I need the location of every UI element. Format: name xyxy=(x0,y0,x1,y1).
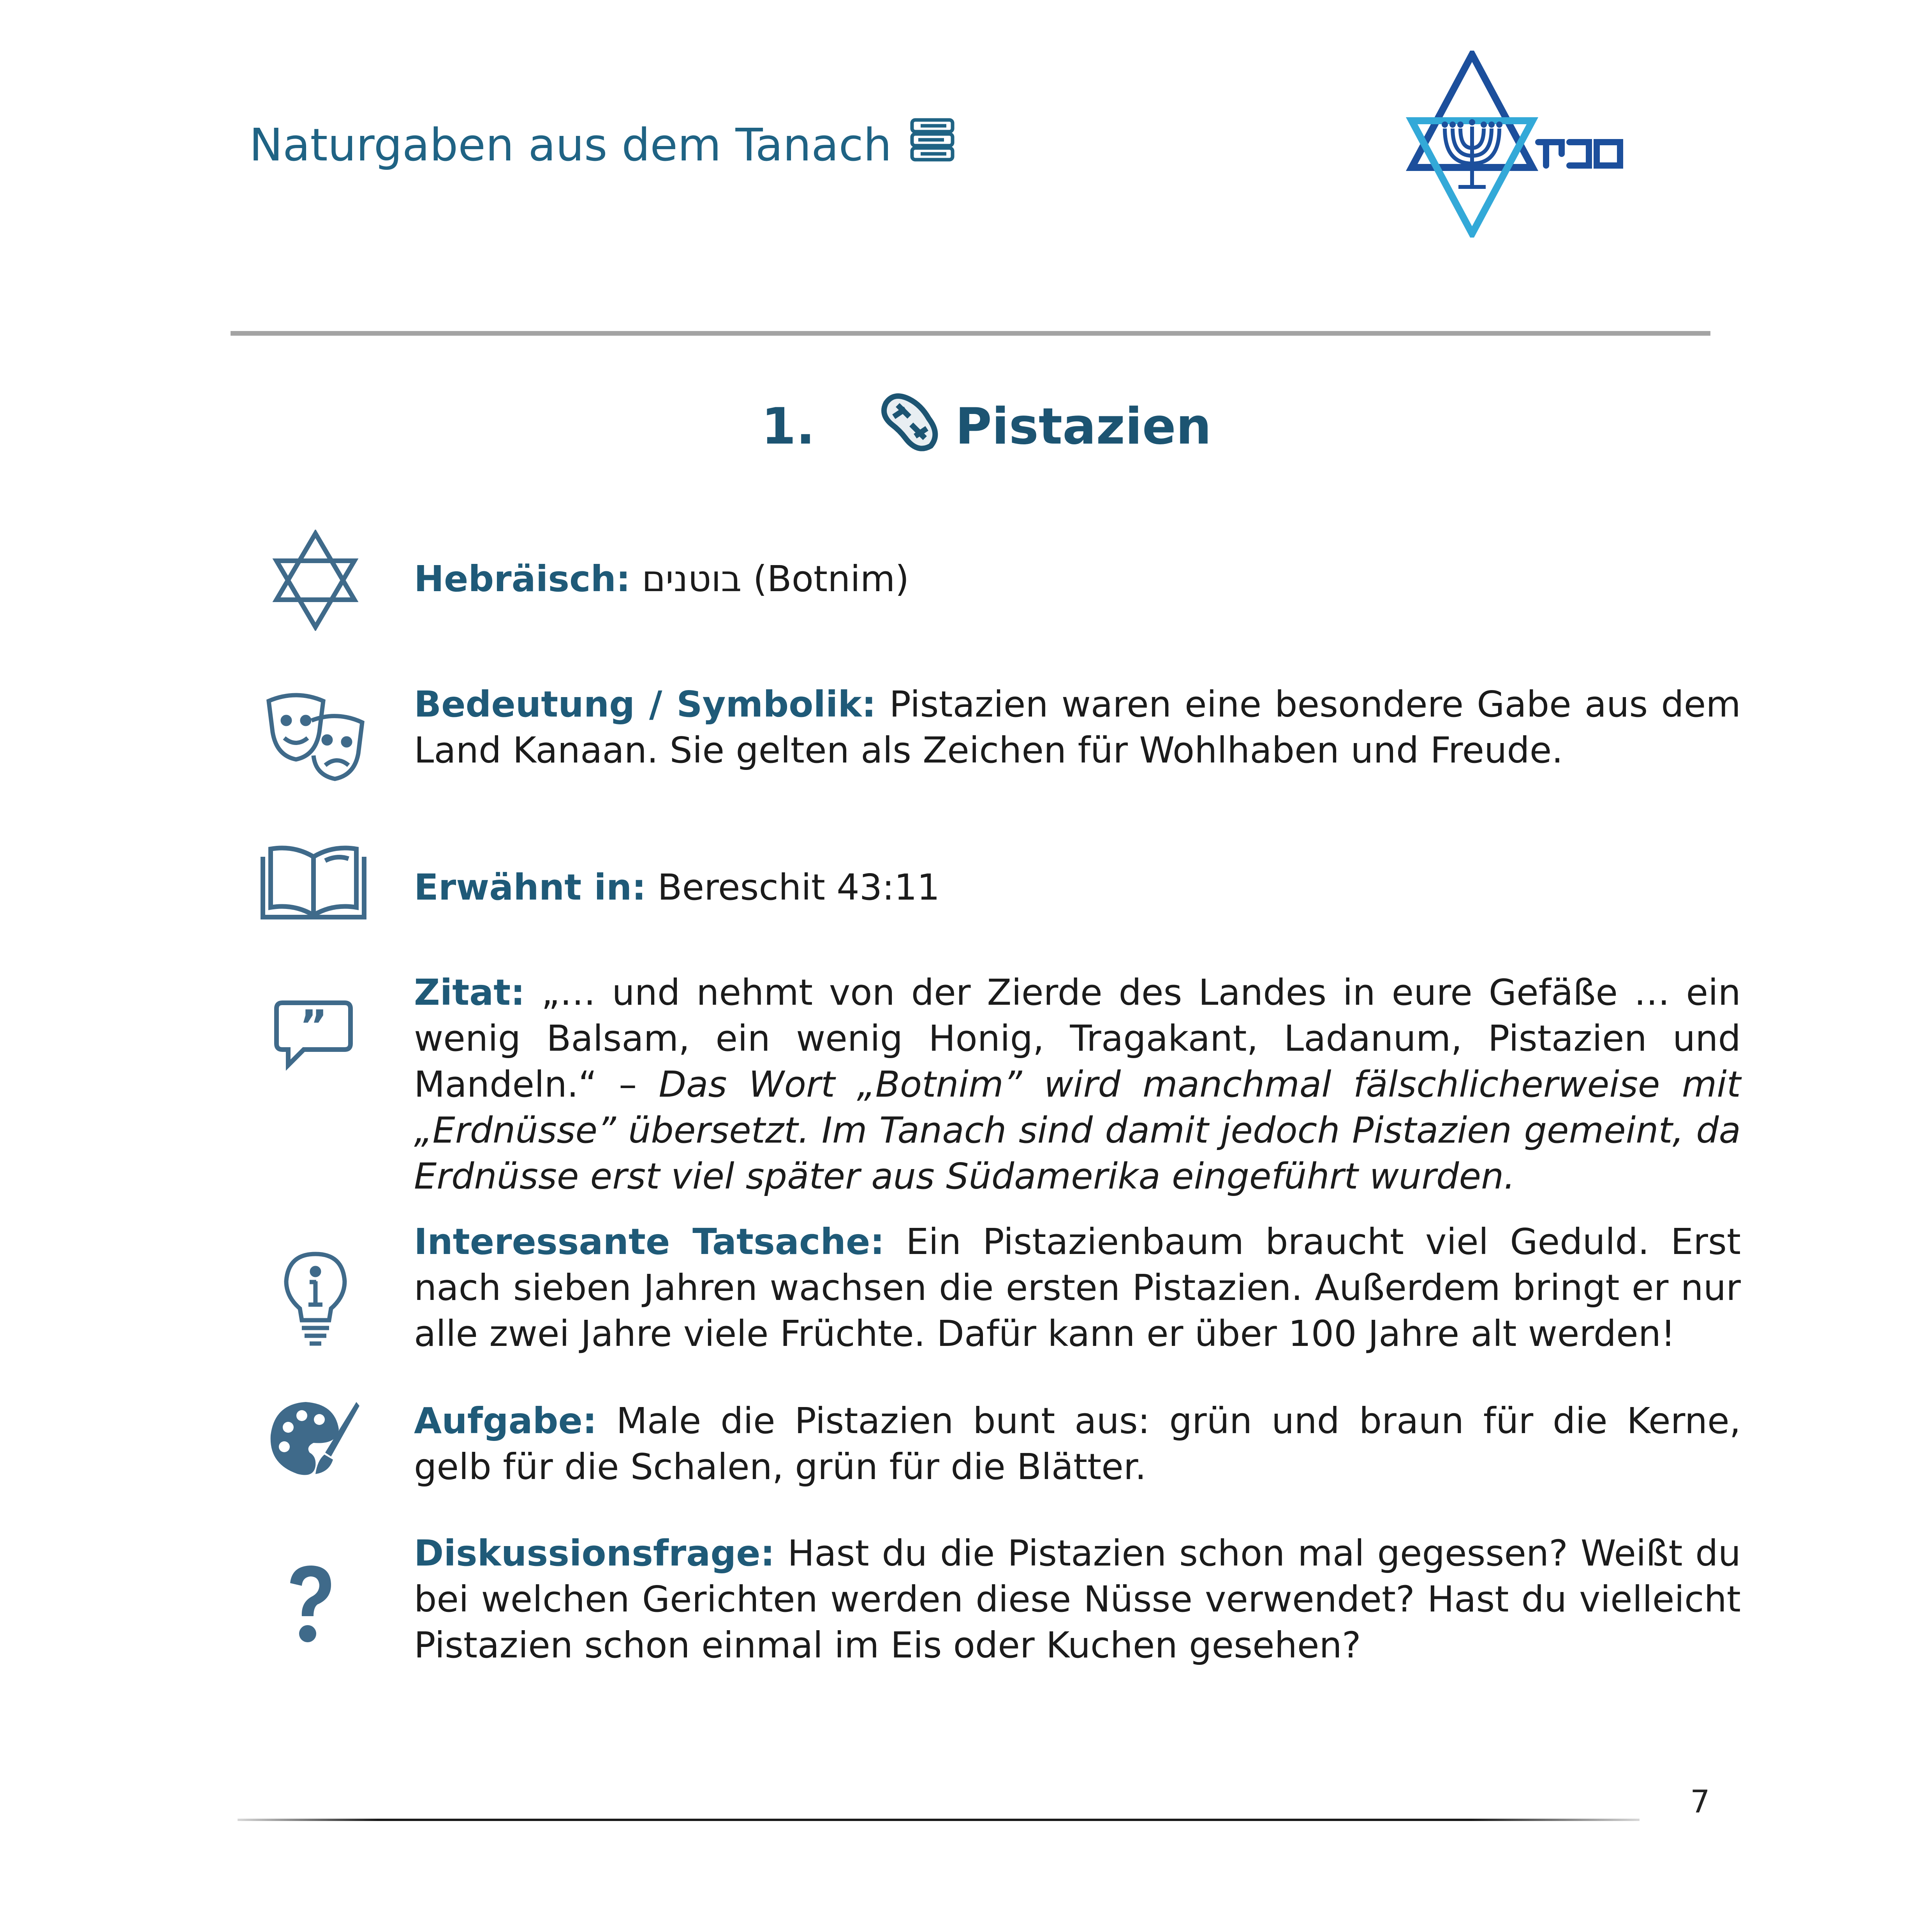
row-italic-note: Das Wort „Botnim” wird manchmal fälschlicherweise mit „Erdnüsse” übersetzt. Im Tanach sind damit jedoch Pistazien gemeint, da Erdnüsse erst viel später aus Südamerika eingeführt wurden. xyxy=(414,1064,1741,1197)
section-heading xyxy=(761,393,1212,460)
page-number: 7 xyxy=(1690,1784,1710,1820)
bottom-divider xyxy=(238,1819,1640,1821)
row-text: בוטנים (Botnim) xyxy=(630,558,909,600)
top-divider xyxy=(231,331,1710,336)
lightbulb-info-icon xyxy=(280,1250,350,1349)
row-text: Bereschit 43:11 xyxy=(646,866,940,908)
palette-brush-icon xyxy=(267,1398,360,1481)
row-text: Pistazien waren eine besondere Gabe aus dem Land Kanaan. Sie gelten als Zeichen für Wohlhaben und Freude. xyxy=(414,683,1741,771)
row-label: Diskussionsfrage: xyxy=(414,1532,775,1574)
row-text: Ein Pistazienbaum braucht viel Geduld. Erst nach sieben Jahren wachsen die ersten Pistazien. Außerdem bringt er nur alle zwei Jahre viele Früchte. Dafür kann er über 100 Jahre alt werden! xyxy=(414,1221,1741,1354)
row-label: Interessante Tatsache: xyxy=(414,1221,885,1263)
books-icon xyxy=(909,117,956,174)
question-mark-icon xyxy=(282,1562,337,1649)
header-title: Naturgaben aus dem Tanach xyxy=(249,119,892,171)
star-of-david-menorah-logo xyxy=(1379,51,1628,238)
peanut-icon xyxy=(878,387,955,466)
svg-text:”: ” xyxy=(299,1001,328,1051)
row-label: Bedeutung / Symbolik: xyxy=(414,683,876,725)
section-number: 1. xyxy=(761,397,815,456)
document-header xyxy=(249,117,956,174)
row-label: Zitat: xyxy=(414,972,525,1013)
row-text: Male die Pistazien bunt aus: grün und braun für die Kerne, gelb für die Schalen, grün für die Blätter. xyxy=(414,1400,1741,1488)
theater-masks-icon xyxy=(261,689,370,784)
star-of-david-icon xyxy=(269,530,362,632)
row-label: Hebräisch: xyxy=(414,558,630,600)
row-label: Aufgabe: xyxy=(414,1400,597,1442)
quote-bubble-icon xyxy=(273,997,354,1073)
row-text: Hast du die Pistazien schon mal gegessen? Weißt du bei welchen Gerichten werden diese Nüsse verwendet? Hast du vielleicht Pistazien schon einmal im Eis oder Kuchen gesehen? xyxy=(414,1532,1741,1666)
row-text: „… und nehmt von der Zierde des Landes in eure Gefäße … ein wenig Balsam, ein wenig Honig, Tragakant, Ladanum, Pistazien und Mandeln.“ – xyxy=(414,972,1741,1105)
open-book-icon xyxy=(259,841,368,925)
row-label: Erwähnt in: xyxy=(414,866,646,908)
section-title: Pistazien xyxy=(955,397,1212,456)
